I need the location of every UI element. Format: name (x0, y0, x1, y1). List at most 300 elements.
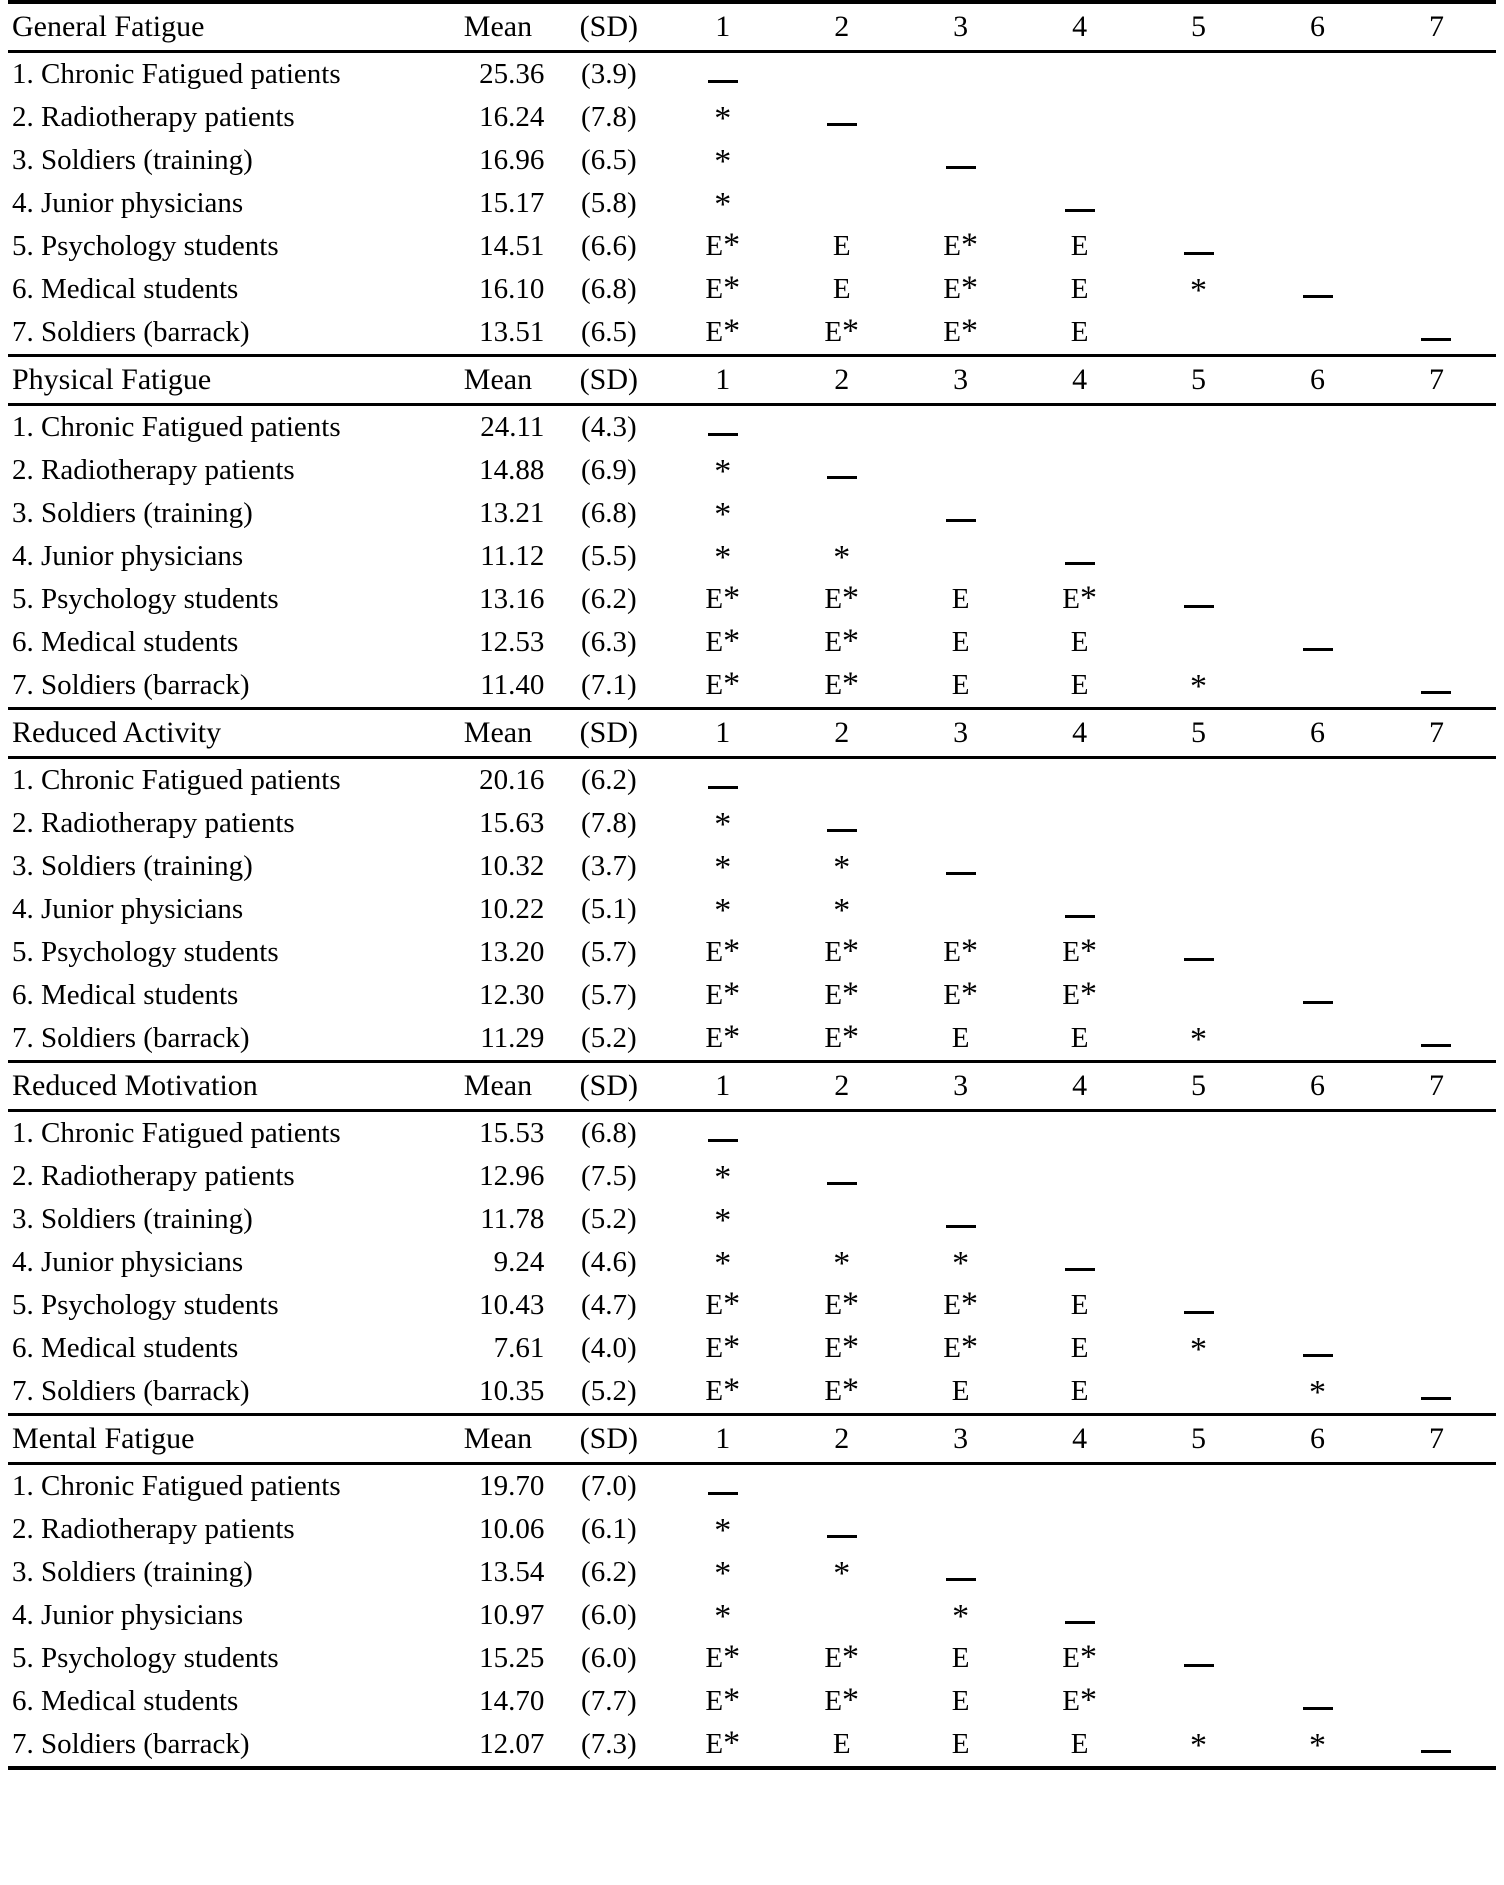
row-group-label: 1. Chronic Fatigued patients (12, 58, 341, 90)
effect-significant-marker: E* (824, 665, 860, 703)
comparison-cell (1139, 1327, 1258, 1370)
section-header-mental-fatigue (8, 1416, 1496, 1462)
table-row (8, 759, 1496, 802)
row-mean-value: 13.54 (479, 1556, 545, 1588)
effect-significant-marker: E* (1062, 1638, 1097, 1676)
column-header-group-4: 4 (1072, 363, 1088, 396)
effect-significant-marker: E* (705, 226, 741, 264)
significance-star-marker: * (714, 495, 732, 533)
table-bottom-rule-line (8, 1766, 1496, 1768)
comparison-cell (782, 845, 901, 888)
significance-star-marker: * (833, 1554, 851, 1592)
comparison-cell (1139, 621, 1258, 664)
comparison-cell (901, 759, 1020, 802)
empty-marker (1433, 1160, 1440, 1192)
row-sd-value: (6.8) (581, 1117, 637, 1149)
comparison-cell (1020, 1508, 1139, 1551)
diagonal-dash-marker (1184, 1664, 1214, 1667)
effect-marker: E (951, 1022, 970, 1054)
comparison-cell (1258, 1465, 1377, 1508)
column-header-group-6: 6 (1310, 10, 1325, 43)
comparison-cell (1258, 492, 1377, 535)
empty-marker (1314, 1022, 1321, 1054)
effect-marker: E (1070, 626, 1089, 658)
row-group-label: 3. Soldiers (training) (12, 144, 253, 176)
diagonal-dash-marker (708, 80, 738, 83)
comparison-cell (1139, 802, 1258, 845)
effect-significant-marker: E* (824, 1681, 860, 1719)
comparison-cell (1377, 492, 1496, 535)
comparison-cell (1020, 268, 1139, 311)
diagonal-dash-marker (1184, 958, 1214, 961)
effect-marker: E (1070, 316, 1089, 348)
section-header-reduced-activity (8, 710, 1496, 756)
comparison-cell (901, 1465, 1020, 1508)
effect-significant-marker: E* (705, 1328, 741, 1366)
row-sd-value: (4.6) (581, 1246, 637, 1278)
comparison-cell (782, 1465, 901, 1508)
comparison-cell (1020, 1637, 1139, 1680)
comparison-cell (1377, 1594, 1496, 1637)
comparison-cell (663, 1723, 782, 1766)
row-group-label: 6. Medical students (12, 626, 239, 658)
table-row (8, 1112, 1496, 1155)
effect-marker: E (1070, 273, 1089, 305)
comparison-cell (1377, 1327, 1496, 1370)
effect-significant-marker: E* (1062, 932, 1097, 970)
effect-significant-marker: E* (1062, 975, 1097, 1013)
comparison-cell (901, 845, 1020, 888)
diagonal-dash-marker (827, 1535, 857, 1538)
effect-significant-marker: E* (705, 312, 741, 350)
effect-marker: E (1070, 669, 1089, 701)
comparison-cell (782, 1723, 901, 1766)
diagonal-dash-marker (708, 786, 738, 789)
empty-marker (1314, 497, 1321, 529)
diagonal-dash-marker (1184, 605, 1214, 608)
empty-marker (957, 1513, 964, 1545)
comparison-cell (1020, 1594, 1139, 1637)
comparison-cell (1258, 1155, 1377, 1198)
effect-significant-marker: E* (824, 622, 860, 660)
comparison-cell (1258, 1370, 1377, 1413)
effect-significant-marker: E* (1062, 579, 1097, 617)
row-sd-value: (5.7) (581, 936, 637, 968)
comparison-cell (1020, 139, 1139, 182)
empty-marker (1433, 1246, 1440, 1278)
empty-marker (1314, 669, 1321, 701)
empty-marker (1314, 893, 1321, 925)
comparison-cell (901, 53, 1020, 96)
comparison-cell (782, 1680, 901, 1723)
row-sd-value: (6.6) (581, 230, 637, 262)
significance-star-marker: * (1190, 271, 1208, 309)
comparison-cell (1139, 845, 1258, 888)
empty-marker (1076, 1117, 1083, 1149)
diagonal-dash-marker (1303, 1354, 1333, 1357)
comparison-cell (1020, 888, 1139, 931)
comparison-cell (901, 1680, 1020, 1723)
significance-star-marker: * (714, 1244, 732, 1282)
row-mean-value: 13.20 (479, 936, 545, 968)
row-mean-value: 24.11 (480, 411, 545, 443)
comparison-cell (1258, 888, 1377, 931)
comparison-cell (663, 1198, 782, 1241)
effect-marker: E (1070, 1375, 1089, 1407)
comparison-cell (782, 96, 901, 139)
comparison-cell (1020, 931, 1139, 974)
comparison-cell (782, 1284, 901, 1327)
empty-marker (1433, 807, 1440, 839)
table-row (8, 664, 1496, 707)
empty-marker (1195, 1470, 1202, 1502)
row-group-label: 1. Chronic Fatigued patients (12, 1470, 341, 1502)
row-group-label: 3. Soldiers (training) (12, 850, 253, 882)
row-mean-value: 15.63 (479, 807, 545, 839)
empty-marker (1195, 454, 1202, 486)
column-header-group-3: 3 (953, 716, 969, 749)
column-header-mean: Mean (463, 1069, 533, 1102)
comparison-cell (1139, 1370, 1258, 1413)
empty-marker (1314, 411, 1321, 443)
empty-marker (1314, 850, 1321, 882)
effect-significant-marker: E* (705, 665, 741, 703)
significance-star-marker: * (714, 452, 732, 490)
diagonal-dash-marker (708, 1139, 738, 1142)
column-header-group-4: 4 (1072, 1069, 1088, 1102)
comparison-cell (663, 268, 782, 311)
table-row (8, 492, 1496, 535)
empty-marker (838, 764, 845, 796)
empty-marker (1195, 1246, 1202, 1278)
row-sd-value: (7.5) (581, 1160, 637, 1192)
effect-significant-marker: E* (943, 312, 978, 350)
comparison-cell (1139, 1723, 1258, 1766)
comparison-cell (1020, 1017, 1139, 1060)
table-row (8, 268, 1496, 311)
comparison-cell (1139, 1241, 1258, 1284)
row-group-label: 6. Medical students (12, 1332, 239, 1364)
effect-marker: E (1070, 1332, 1089, 1364)
column-header-group-7: 7 (1428, 10, 1444, 43)
row-mean-value: 13.16 (479, 583, 545, 615)
comparison-cell (782, 759, 901, 802)
row-sd-value: (3.7) (581, 850, 637, 882)
table-row (8, 1198, 1496, 1241)
comparison-cell (782, 53, 901, 96)
empty-marker (1433, 583, 1440, 615)
effect-significant-marker: E* (705, 1681, 741, 1719)
effect-significant-marker: E* (824, 1638, 860, 1676)
empty-marker (1314, 1599, 1321, 1631)
comparison-cell (782, 1017, 901, 1060)
comparison-cell (1377, 974, 1496, 1017)
effect-significant-marker: E* (705, 1285, 741, 1323)
comparison-cell (1139, 1680, 1258, 1723)
table-row (8, 1680, 1496, 1723)
section-title-reduced-motivation: Reduced Motivation (12, 1069, 258, 1102)
column-header-group-2: 2 (834, 716, 850, 749)
row-mean-value: 12.53 (479, 626, 545, 658)
effect-significant-marker: E* (824, 312, 860, 350)
comparison-cell (663, 1017, 782, 1060)
table-row (8, 1017, 1496, 1060)
comparison-cell (1377, 1155, 1496, 1198)
effect-significant-marker: E* (1062, 1681, 1097, 1719)
table-row (8, 53, 1496, 96)
comparison-cell (1020, 96, 1139, 139)
row-sd-value: (6.3) (581, 626, 637, 658)
row-group-label: 7. Soldiers (barrack) (12, 1375, 250, 1407)
row-group-label: 5. Psychology students (12, 583, 279, 615)
empty-marker (1433, 1332, 1440, 1364)
table-row (8, 225, 1496, 268)
column-header-sd: (SD) (579, 716, 638, 749)
effect-marker: E (1070, 1022, 1089, 1054)
row-sd-value: (5.7) (581, 979, 637, 1011)
row-group-label: 2. Radiotherapy patients (12, 454, 295, 486)
comparison-cell (901, 1508, 1020, 1551)
significance-star-marker: * (1190, 1330, 1208, 1368)
row-sd-value: (6.5) (581, 316, 637, 348)
diagonal-dash-marker (1303, 648, 1333, 651)
comparison-cell (1258, 139, 1377, 182)
comparison-cell (901, 1370, 1020, 1413)
row-group-label: 1. Chronic Fatigued patients (12, 411, 341, 443)
comparison-cell (1258, 1112, 1377, 1155)
diagonal-dash-marker (946, 519, 976, 522)
column-header-group-5: 5 (1191, 363, 1207, 396)
empty-marker (1314, 1289, 1321, 1321)
comparison-cell (1139, 931, 1258, 974)
comparison-cell (901, 1017, 1020, 1060)
comparison-cell (1377, 406, 1496, 449)
effect-significant-marker: E* (824, 1285, 860, 1323)
effect-significant-marker: E* (943, 226, 978, 264)
row-mean-value: 15.17 (479, 187, 545, 219)
comparison-cell (663, 1637, 782, 1680)
comparison-cell (782, 802, 901, 845)
comparison-cell (1020, 225, 1139, 268)
row-sd-value: (6.1) (581, 1513, 637, 1545)
column-header-group-2: 2 (834, 10, 850, 43)
row-mean-value: 10.06 (479, 1513, 545, 1545)
comparison-cell (901, 1112, 1020, 1155)
comparison-cell (1139, 311, 1258, 354)
empty-marker (838, 1470, 845, 1502)
diagonal-dash-marker (1184, 252, 1214, 255)
empty-marker (1433, 764, 1440, 796)
comparison-cell (901, 182, 1020, 225)
row-group-label: 5. Psychology students (12, 230, 279, 262)
row-group-label: 7. Soldiers (barrack) (12, 1022, 250, 1054)
column-header-sd: (SD) (579, 363, 638, 396)
column-header-mean: Mean (463, 716, 533, 749)
comparison-cell (1139, 1155, 1258, 1198)
row-group-label: 4. Junior physicians (12, 187, 244, 219)
row-sd-value: (5.1) (581, 893, 637, 925)
empty-marker (838, 144, 845, 176)
comparison-cell (901, 802, 1020, 845)
row-sd-value: (4.0) (581, 1332, 637, 1364)
comparison-cell (1377, 311, 1496, 354)
row-sd-value: (6.9) (581, 454, 637, 486)
comparison-cell (1258, 96, 1377, 139)
comparison-cell (782, 1637, 901, 1680)
comparison-cell (1139, 225, 1258, 268)
empty-marker (1433, 1203, 1440, 1235)
column-header-group-6: 6 (1310, 363, 1325, 396)
comparison-cell (1258, 53, 1377, 96)
empty-marker (957, 1117, 964, 1149)
effect-significant-marker: E* (943, 1285, 978, 1323)
comparison-cell (782, 139, 901, 182)
comparison-cell (901, 1723, 1020, 1766)
section-header-general-fatigue (8, 2, 1496, 50)
row-sd-value: (7.7) (581, 1685, 637, 1717)
effect-marker: E (951, 1685, 970, 1717)
effect-significant-marker: E* (943, 269, 978, 307)
comparison-cell (901, 1551, 1020, 1594)
significance-star-marker: * (714, 538, 732, 576)
comparison-cell (1258, 845, 1377, 888)
comparison-cell (901, 664, 1020, 707)
empty-marker (957, 1160, 964, 1192)
table-row (8, 1637, 1496, 1680)
comparison-cell (782, 578, 901, 621)
comparison-cell (663, 139, 782, 182)
effect-marker: E (951, 669, 970, 701)
comparison-cell (1139, 1594, 1258, 1637)
row-mean-value: 12.30 (479, 979, 545, 1011)
comparison-cell (1020, 1551, 1139, 1594)
significance-star-marker: * (833, 538, 851, 576)
diagonal-dash-marker (827, 123, 857, 126)
row-sd-value: (5.2) (581, 1022, 637, 1054)
comparison-cell (1258, 1508, 1377, 1551)
row-sd-value: (7.8) (581, 807, 637, 839)
diagonal-dash-marker (1421, 691, 1451, 694)
empty-marker (838, 411, 845, 443)
column-header-group-7: 7 (1428, 363, 1444, 396)
comparison-cell (782, 664, 901, 707)
comparison-cell (663, 225, 782, 268)
row-group-label: 2. Radiotherapy patients (12, 1160, 295, 1192)
comparison-cell (1139, 139, 1258, 182)
row-mean-value: 19.70 (479, 1470, 545, 1502)
empty-marker (957, 454, 964, 486)
significance-star-marker: * (833, 1244, 851, 1282)
comparison-cell (782, 1198, 901, 1241)
comparison-cell (1020, 1284, 1139, 1327)
empty-marker (1433, 1599, 1440, 1631)
column-header-group-3: 3 (953, 1069, 969, 1102)
diagonal-dash-marker (946, 1225, 976, 1228)
empty-marker (1195, 497, 1202, 529)
empty-marker (838, 497, 845, 529)
comparison-cell (901, 888, 1020, 931)
significance-star-marker: * (1309, 1373, 1326, 1411)
comparison-cell (1020, 759, 1139, 802)
empty-marker (957, 187, 964, 219)
comparison-cell (782, 931, 901, 974)
comparison-cell (1258, 759, 1377, 802)
comparison-cell (663, 535, 782, 578)
comparison-cell (1377, 931, 1496, 974)
column-header-group-3: 3 (953, 1422, 969, 1455)
table-row (8, 1284, 1496, 1327)
column-header-group-7: 7 (1428, 716, 1444, 749)
row-group-label: 2. Radiotherapy patients (12, 101, 295, 133)
comparison-cell (1377, 535, 1496, 578)
diagonal-dash-marker (1303, 1001, 1333, 1004)
table-row (8, 578, 1496, 621)
empty-marker (1433, 979, 1440, 1011)
comparison-cell (1139, 1551, 1258, 1594)
diagonal-dash-marker (1065, 1621, 1095, 1624)
empty-marker (1314, 1556, 1321, 1588)
comparison-cell (782, 1551, 901, 1594)
table-row (8, 1327, 1496, 1370)
effect-marker: E (832, 230, 851, 262)
row-group-label: 3. Soldiers (training) (12, 1203, 253, 1235)
comparison-cell (782, 1112, 901, 1155)
column-header-mean: Mean (463, 1422, 533, 1455)
table-row (8, 139, 1496, 182)
effect-significant-marker: E* (824, 932, 860, 970)
comparison-cell (1377, 1017, 1496, 1060)
column-header-mean: Mean (463, 10, 533, 43)
effect-marker: E (951, 626, 970, 658)
comparison-cell (1258, 182, 1377, 225)
table-row (8, 974, 1496, 1017)
row-sd-value: (6.0) (581, 1599, 637, 1631)
row-group-label: 4. Junior physicians (12, 1246, 244, 1278)
empty-marker (1314, 316, 1321, 348)
empty-marker (957, 411, 964, 443)
effect-significant-marker: E* (705, 622, 741, 660)
comparison-cell (1139, 1284, 1258, 1327)
comparison-cell (1377, 845, 1496, 888)
comparison-cell (901, 268, 1020, 311)
row-mean-value: 16.96 (479, 144, 545, 176)
empty-marker (1433, 230, 1440, 262)
empty-marker (838, 1117, 845, 1149)
comparison-cell (901, 492, 1020, 535)
comparison-cell (1020, 802, 1139, 845)
comparison-cell (901, 931, 1020, 974)
empty-marker (1433, 497, 1440, 529)
row-sd-value: (6.2) (581, 1556, 637, 1588)
comparison-cell (1377, 759, 1496, 802)
comparison-cell (1258, 1637, 1377, 1680)
row-group-label: 7. Soldiers (barrack) (12, 669, 250, 701)
empty-marker (1433, 454, 1440, 486)
row-mean-value: 9.24 (493, 1246, 545, 1278)
comparison-cell (1258, 449, 1377, 492)
comparison-cell (663, 492, 782, 535)
comparison-cell (1377, 888, 1496, 931)
row-sd-value: (6.5) (581, 144, 637, 176)
comparison-cell (782, 1594, 901, 1637)
table-row (8, 621, 1496, 664)
effect-significant-marker: E* (824, 579, 860, 617)
comparison-cell (1139, 268, 1258, 311)
comparison-cell (1377, 1680, 1496, 1723)
effect-significant-marker: E* (824, 975, 860, 1013)
empty-marker (1076, 1556, 1083, 1588)
row-mean-value: 12.07 (479, 1728, 545, 1760)
